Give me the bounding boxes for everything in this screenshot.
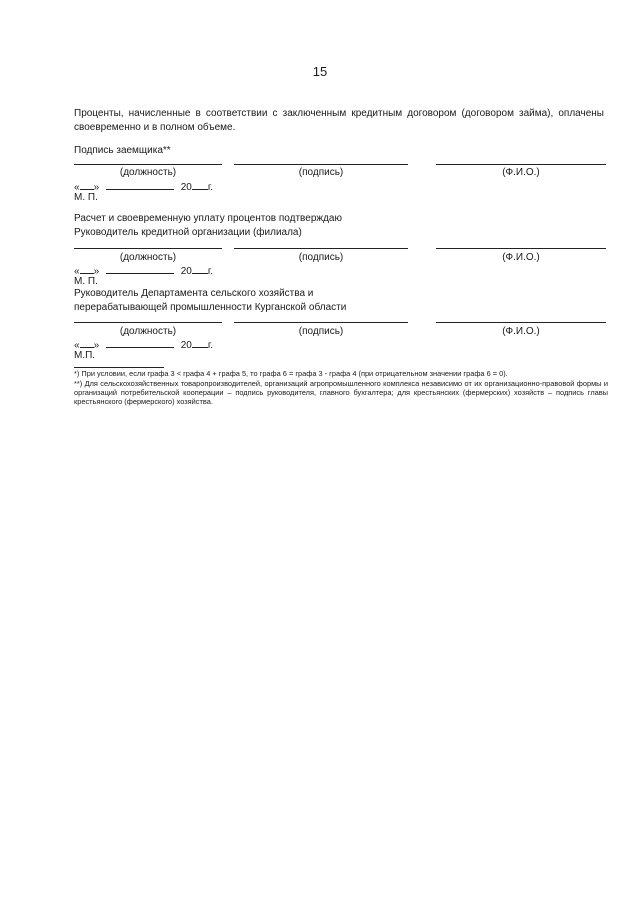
date-open-quote: «	[74, 266, 80, 277]
bank-position-line	[74, 248, 222, 249]
date-close-quote: »	[93, 340, 100, 351]
date-day-blank	[80, 264, 94, 274]
date-year-prefix: 20	[180, 340, 192, 351]
bank-confirm-text: Расчет и своевременную уплату процентов подтверждаю	[74, 213, 342, 224]
date-day-blank	[80, 338, 94, 348]
bank-head-text: Руководитель кредитной организации (филиала)	[74, 227, 302, 238]
date-day-blank	[80, 180, 94, 190]
intro-paragraph: Проценты, начисленные в соответствии с заключенным кредитным договором (договором займа), оплачены своевременно и в полном объеме.	[74, 108, 604, 133]
date-year-blank	[192, 264, 208, 274]
date-month-blank	[106, 338, 174, 348]
borrower-signature-caption: (подпись)	[298, 167, 344, 178]
department-head-text-2: перерабатывающей промышленности Курганской области	[74, 302, 347, 313]
department-position-line	[74, 322, 222, 323]
bank-signature-line	[234, 248, 408, 249]
borrower-position-line	[74, 164, 222, 165]
date-year-suffix: г.	[207, 266, 214, 277]
department-head-text-1: Руководитель Департамента сельского хозяйства и	[74, 288, 314, 299]
date-year-blank	[192, 338, 208, 348]
date-year-prefix: 20	[180, 266, 192, 277]
date-year-suffix: г.	[207, 340, 214, 351]
page-number: 15	[312, 64, 328, 79]
department-name-line	[436, 322, 606, 323]
borrower-signature-line	[234, 164, 408, 165]
department-signature-line	[234, 322, 408, 323]
date-close-quote: »	[93, 266, 100, 277]
stamp-label-bank: М. П.	[74, 276, 98, 287]
date-open-quote: «	[74, 182, 80, 193]
stamp-label-borrower: М. П.	[74, 192, 98, 203]
borrower-signature-label: Подпись заемщика**	[74, 145, 171, 156]
borrower-position-caption: (должность)	[119, 167, 177, 178]
department-signature-caption: (подпись)	[298, 326, 344, 337]
footnote-2: **) Для сельскохозяйственных товаропроизводителей, организаций агропромышленного комплекса независимо от их организационно-правовой формы и организаций потребительской кооперации – подпись руководителя, главного бухгалтера; для крестьянских (фермерских) хозяйств – подпись главы крестьянского (фермерского) хозяйства.	[74, 379, 608, 406]
date-month-blank	[106, 264, 174, 274]
bank-position-caption: (должность)	[119, 252, 177, 263]
date-year-prefix: 20	[180, 182, 192, 193]
department-position-caption: (должность)	[119, 326, 177, 337]
footnote-1: *) При условии, если графа 3 < графа 4 + графа 5, то графа 6 = графа 3 - графа 4 (при отрицательном значении графа 6 = 0).	[74, 369, 508, 378]
footnote-separator	[74, 367, 164, 368]
date-open-quote: «	[74, 340, 80, 351]
date-year-suffix: г.	[207, 182, 214, 193]
bank-name-line	[436, 248, 606, 249]
stamp-label-department: М.П.	[74, 350, 96, 361]
borrower-name-caption: (Ф.И.О.)	[502, 167, 540, 178]
date-close-quote: »	[93, 182, 100, 193]
department-name-caption: (Ф.И.О.)	[502, 326, 540, 337]
bank-name-caption: (Ф.И.О.)	[502, 252, 540, 263]
date-month-blank	[106, 180, 174, 190]
borrower-name-line	[436, 164, 606, 165]
date-year-blank	[192, 180, 208, 190]
bank-signature-caption: (подпись)	[298, 252, 344, 263]
